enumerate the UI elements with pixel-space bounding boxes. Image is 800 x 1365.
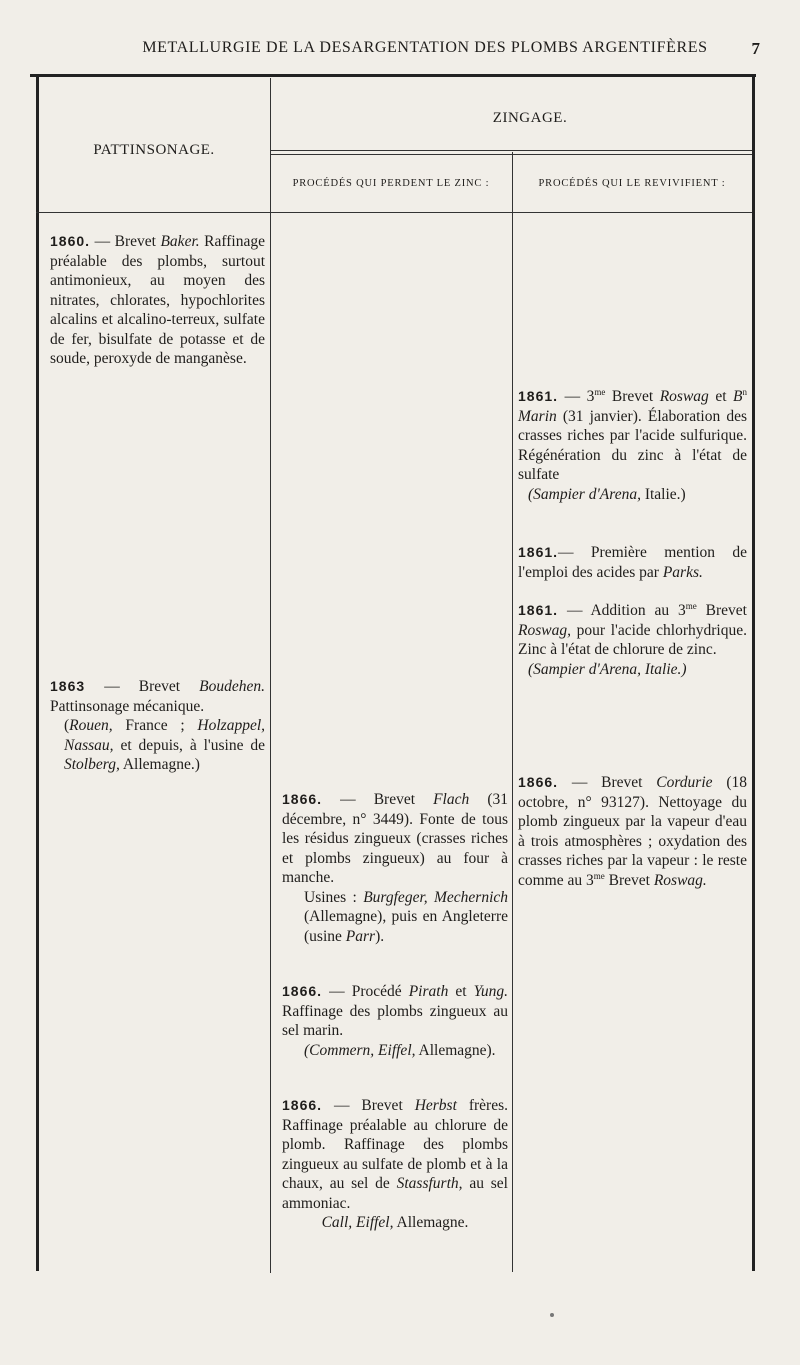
- column-divider-left: [270, 78, 271, 1273]
- entry-1861-roswag-addition: 1861. — Addition au $3^{me}$ Brevet Roswag, pour l'acide chlorhydrique. Zinc à l'état de chlorure de zinc. (Sampier d'Arena, Italie.): [518, 600, 747, 678]
- ink-speck: [550, 1313, 554, 1317]
- inventor-name: Roswag: [659, 388, 709, 405]
- zingage-header-rule: [270, 150, 752, 151]
- table-left-rule: [36, 76, 39, 1271]
- entry-year: 1866.: [282, 1097, 323, 1113]
- entry-year: 1866.: [518, 774, 559, 790]
- entry-year: 1861.: [518, 388, 559, 404]
- revive-zinc-subtitle: PROCÉDÉS QUI LE REVIVIFIENT :: [538, 178, 726, 189]
- entry-year: 1866.: [282, 983, 323, 999]
- inventor-name-2: Yung.: [473, 983, 508, 1000]
- entry-1866-cordurie: 1866. — Brevet Cordurie (18 octobre, n° 93127). Nettoyage du plomb zingueux par la vapeur d'eau à trois atmosphères ; oxydation des crasses riches par la vapeur : le reste comme au $3^{me}$ Brevet Roswag.: [518, 774, 747, 889]
- entry-year: 1866.: [282, 791, 323, 807]
- table-right-rule: [752, 76, 755, 1271]
- inventor-name: Flach: [433, 791, 470, 808]
- entry-year: 1861.: [518, 544, 559, 560]
- entry-1860-baker: 1860. — Brevet Baker. Raffinage préalable des plombs, surtout antimonieux, au moyen des nitrates, chlorates, hypochlorites alcalins et alcalino-terreux, sulfate de fer, bisulfate de potasse et de soude, peroxyde de manganèse.: [50, 233, 265, 367]
- running-head: METALLURGIE DE LA DESARGENTATION DES PLOMBS ARGENTIFÈRES: [142, 39, 708, 56]
- inventor-name: Herbst: [414, 1097, 457, 1114]
- entry-1863-boudehen: 1863 — Brevet Boudehen. Pattinsonage mécanique. (Rouen, France ; Holzappel, Nassau, et depuis, à l'usine de Stolberg, Allemagne.): [50, 678, 265, 773]
- table-top-rule: [30, 74, 756, 77]
- entry-1861-roswag-marin: 1861. — $3^{me}$ Brevet Roswag et $B^n$ Marin (31 janvier). Élaboration des crasses riches par l'acide sulfurique. Régénération du zinc à l'état de sulfate (Sampier d'Arena, Italie.): [518, 386, 747, 503]
- page-number: 7: [751, 39, 760, 58]
- header-bottom-rule: [36, 212, 752, 213]
- pattinsonage-title: PATTINSONAGE.: [93, 142, 215, 158]
- inventor-name: Baker.: [160, 233, 200, 250]
- entry-year: 1863: [50, 678, 86, 694]
- inventor-name: Roswag,: [518, 621, 571, 639]
- column-divider-right: [512, 152, 513, 1272]
- inventor-name: Pirath: [408, 983, 449, 1000]
- zingage-header-rule-2: [270, 154, 752, 155]
- entry-year: 1861.: [518, 602, 559, 618]
- inventor-name: Parks.: [662, 563, 703, 581]
- entry-1866-herbst: 1866. — Brevet Herbst frères. Raffinage préalable au chlorure de plomb. Raffinage des plombs zingueux au sulfate de plomb et à la chaux, au sel de Stassfurth, au sel ammoniac. Call, Eiffel, Allemagne.: [282, 1097, 508, 1231]
- entry-1866-flach: 1866. — Brevet Flach (31 décembre, n° 3449). Fonte de tous les résidus zingueux (crasses riches et plombs zingueux) au four à manche. Usines : Burgfeger, Mechernich (Allemagne), puis en Angleterre (usine Parr).: [282, 791, 509, 945]
- entry-1866-pirath-yung: 1866. — Procédé Pirath et Yung. Raffinage des plombs zingueux au sel marin. (Commern, Eiffel, Allemagne).: [282, 983, 508, 1059]
- inventor-name: Cordurie: [656, 774, 713, 791]
- lose-zinc-subtitle: PROCÉDÉS QUI PERDENT LE ZINC :: [292, 178, 490, 189]
- zingage-title: ZINGAGE.: [492, 110, 568, 126]
- entry-year: 1860.: [50, 233, 91, 249]
- entry-1861-parks: 1861.— Première mention de l'emploi des acides par Parks.: [518, 544, 747, 581]
- inventor-name: Boudehen.: [199, 678, 265, 695]
